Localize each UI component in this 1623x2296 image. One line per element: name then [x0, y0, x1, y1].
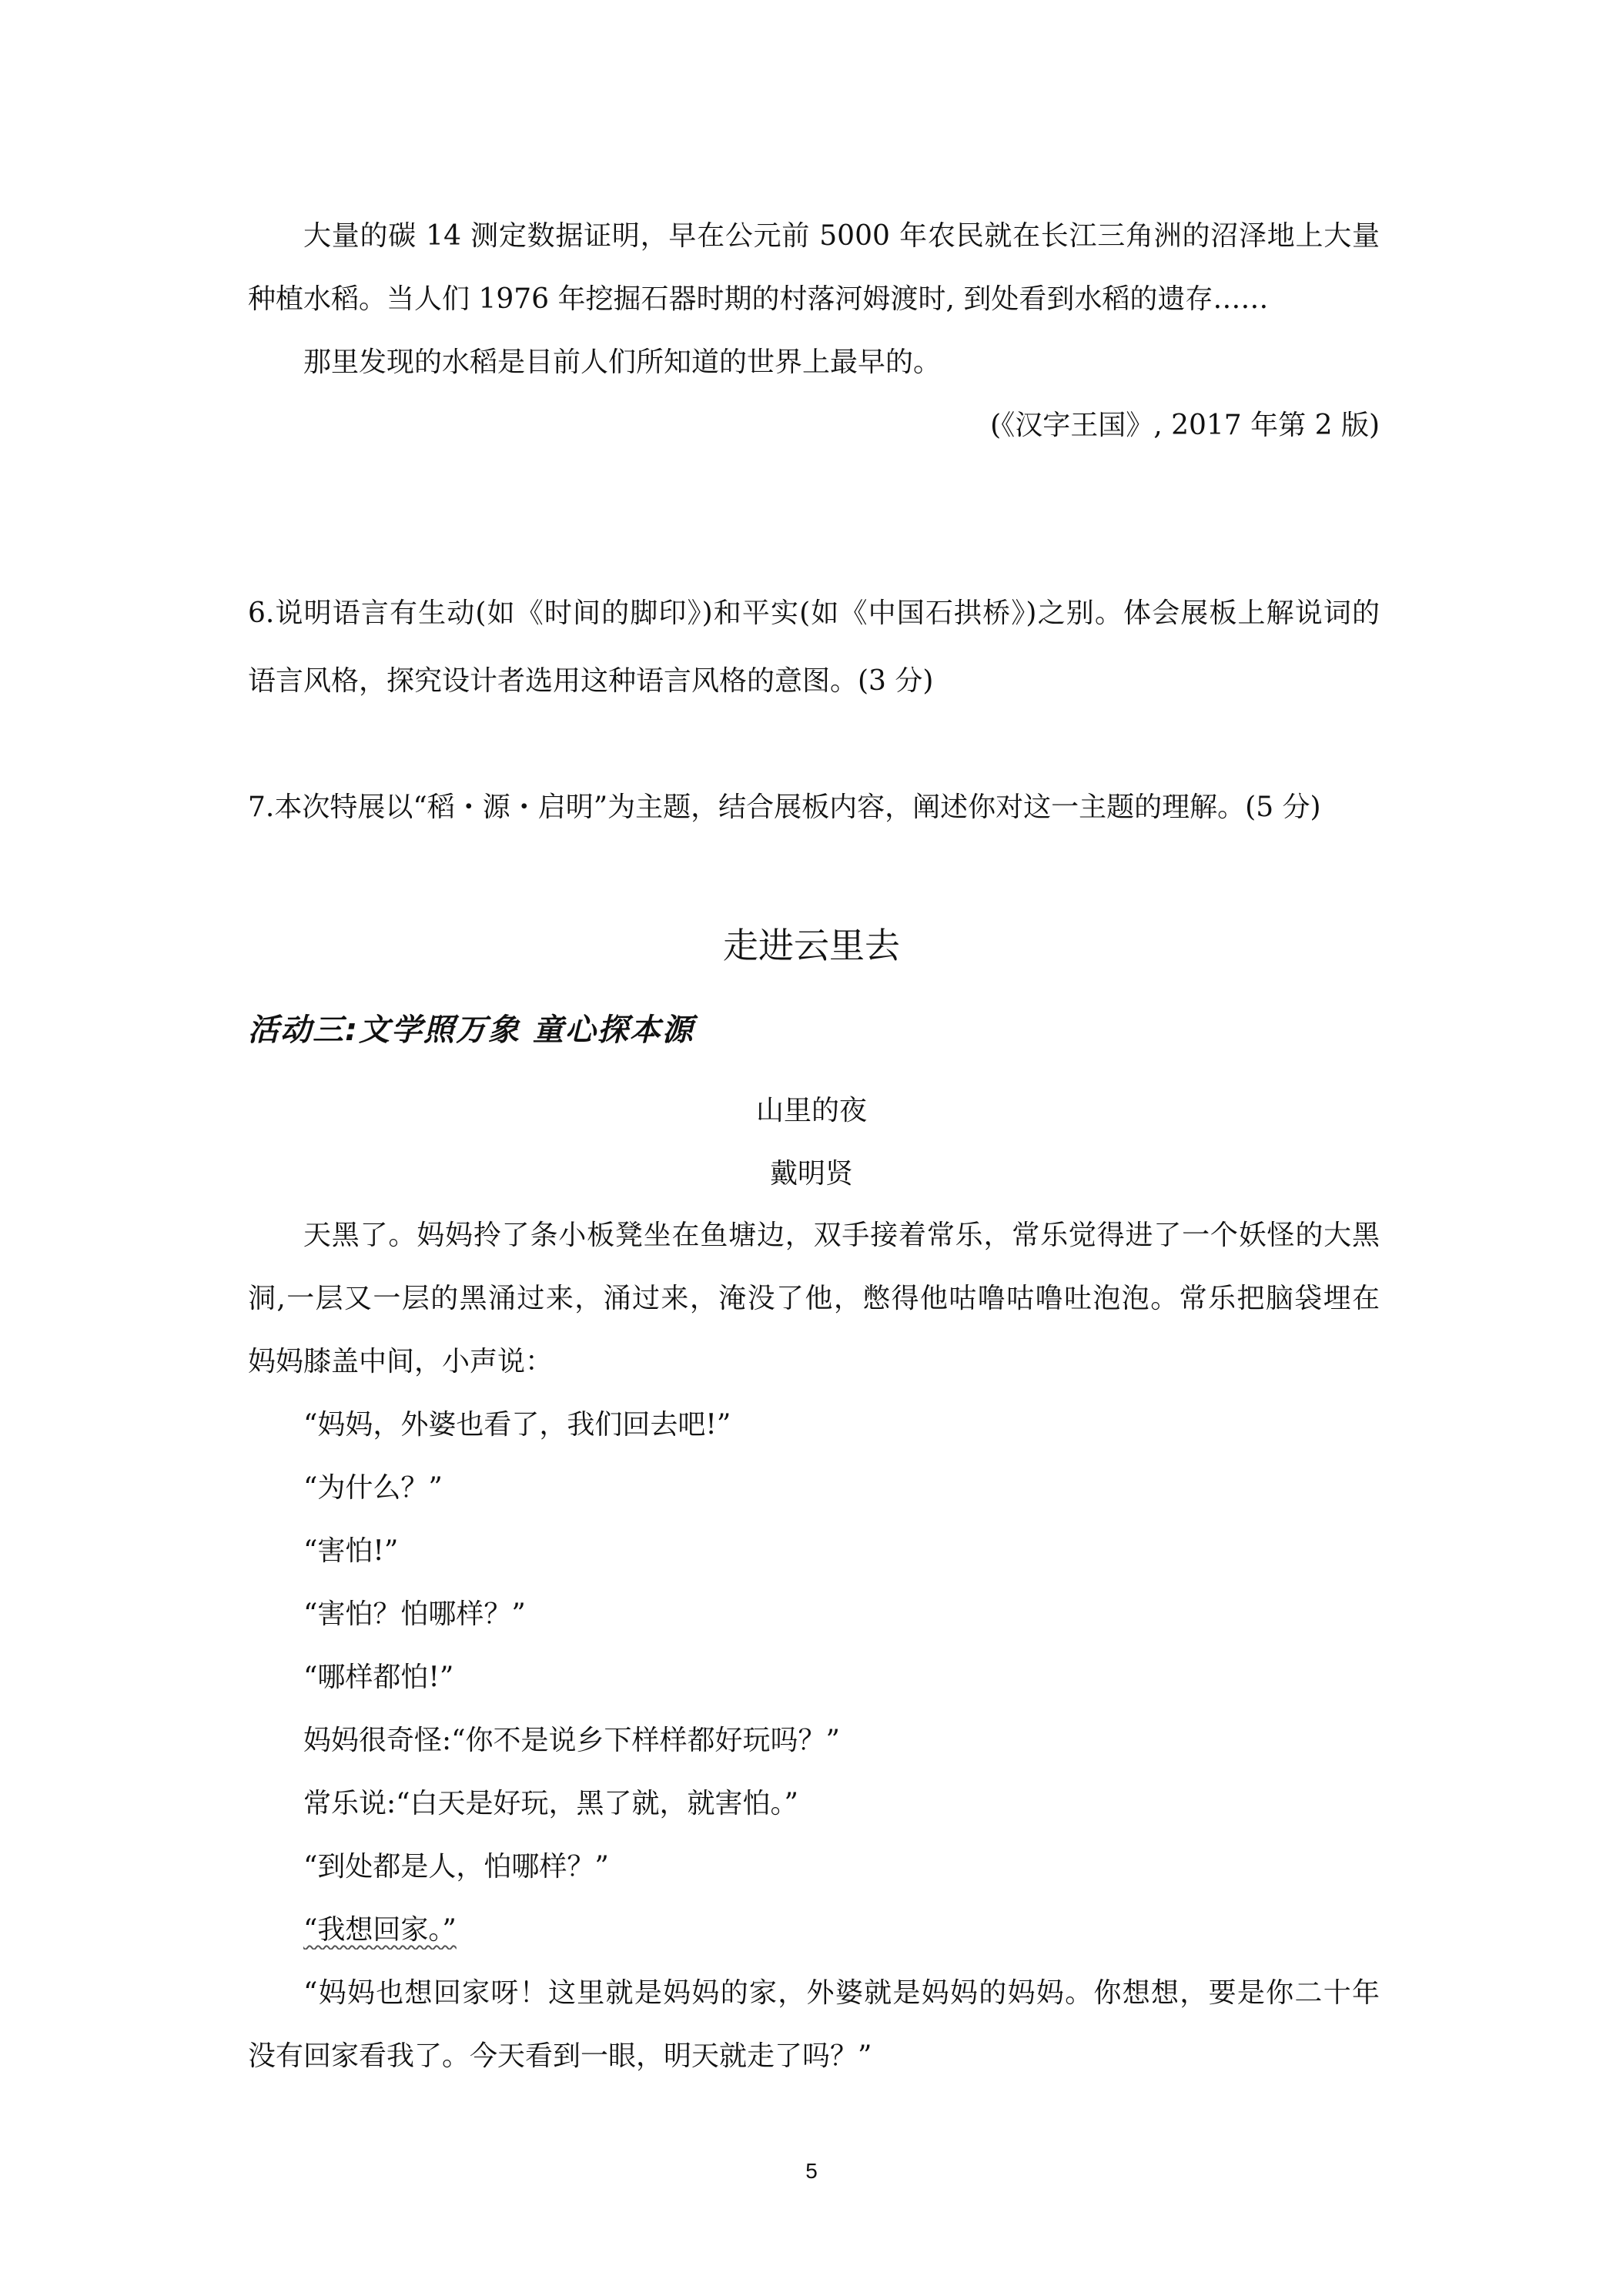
dialogue-line-8: “到处都是人，怕哪样？” [303, 1851, 609, 1883]
dialogue-line-2: “为什么？” [303, 1472, 443, 1504]
story-paragraph-2-line-2: 没有回家看我了。今天看到一眼，明天就走了吗？” [248, 2040, 872, 2072]
story-paragraph-1-line-3: 妈妈膝盖中间，小声说： [248, 1346, 554, 1377]
wavy-underlined-text: “我想回家。” [303, 1914, 457, 1946]
dialogue-line-3: “害怕!” [303, 1535, 399, 1567]
dialogue-line-9 [303, 1911, 1380, 1950]
dialogue-line-5: “哪样都怕!” [303, 1662, 454, 1693]
story-author: 戴明贤 [769, 1158, 853, 1190]
story-paragraph-1-line-1: 天黑了。妈妈拎了条小板凳坐在鱼塘边，双手接着常乐，常乐觉得进了一个妖怪的大黑 [303, 1220, 1380, 1251]
question-7: 7.本次特展以“稻・源・启明”为主题，结合展板内容，阐述你对这一主题的理解。(5 分) [248, 792, 1321, 823]
story-paragraph-2-line-1: “妈妈也想回家呀！这里就是妈妈的家，外婆就是妈妈的妈妈。你想想，要是你二十年 [303, 1977, 1380, 2009]
story-title: 山里的夜 [755, 1095, 867, 1126]
section-title: 走进云里去 [723, 925, 900, 966]
question-6-line-1: 6.说明语言有生动(如《时间的脚印》)和平实(如《中国石拱桥》)之别。体会展板上解说词的 [248, 597, 1380, 629]
story-paragraph-1-line-2: 洞,一层又一层的黑涌过来，涌过来，淹没了他，憋得他咕噜咕噜吐泡泡。常乐把脑袋埋在 [248, 1283, 1380, 1314]
dialogue-line-7: 常乐说:“白天是好玩，黑了就，就害怕。” [303, 1788, 798, 1819]
dialogue-line-6: 妈妈很奇怪:“你不是说乡下样样都好玩吗？” [303, 1725, 840, 1756]
activity-title: 活动三:文学照万象 童心探本源 [248, 1012, 694, 1048]
dialogue-line-1: “妈妈，外婆也看了，我们回去吧!” [303, 1409, 731, 1441]
page-number: 5 [805, 2159, 818, 2183]
passage-source: (《汉字王国》, 2017 年第 2 版) [990, 410, 1380, 441]
passage-line-1: 大量的碳 14 测定数据证明，早在公元前 5000 年农民就在长江三角洲的沼泽地上大量 [303, 220, 1380, 252]
passage-line-2: 种植水稻。当人们 1976 年挖掘石器时期的村落河姆渡时, 到处看到水稻的遗存…… [248, 283, 1269, 315]
dialogue-line-4: “害怕？怕哪样？” [303, 1598, 526, 1630]
question-6-line-2: 语言风格，探究设计者选用这种语言风格的意图。(3 分) [248, 665, 934, 697]
passage-line-3: 那里发现的水稻是目前人们所知道的世界上最早的。 [303, 346, 942, 378]
